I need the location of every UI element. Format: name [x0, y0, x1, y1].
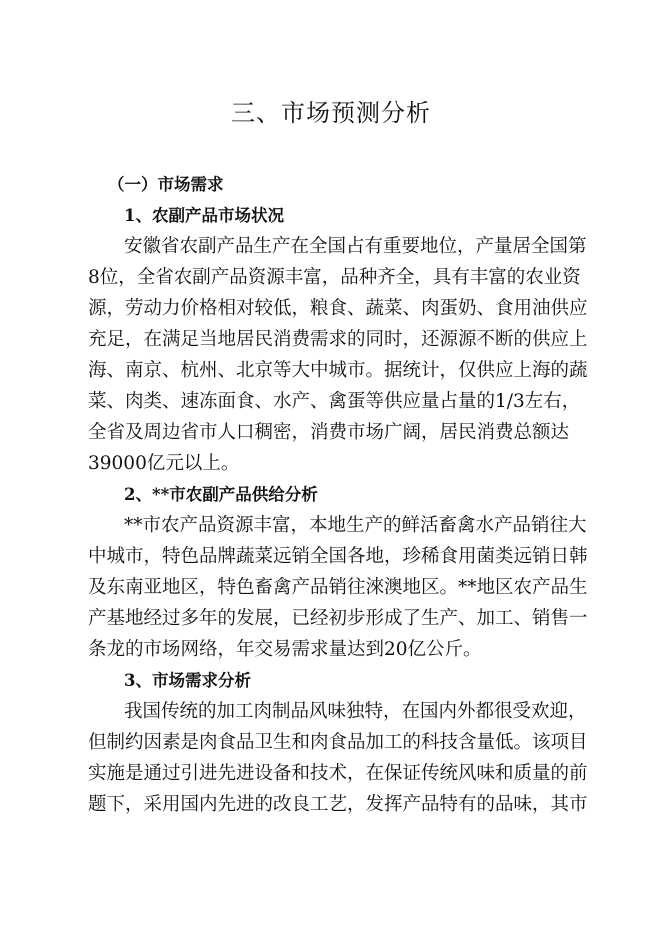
paragraph-line: 实施是通过引进先进设备和技术，在保证传统风味和质量的前	[88, 763, 588, 784]
subsection-heading-1: 1、农副产品市场状况	[124, 206, 284, 225]
paragraph-line: 39000亿元以上。	[88, 453, 240, 474]
paragraph-line: 安徽省农副产品生产在全国占有重要地位，产量居全国第	[124, 236, 587, 257]
paragraph-line: 充足，在满足当地居民消费需求的同时，还源源不断的供应上	[88, 329, 588, 350]
paragraph-line: **市农产品资源丰富，本地生产的鲜活畜禽水产品销往大	[124, 515, 587, 536]
subsection-heading-2: 2、**市农副产品供给分析	[124, 485, 318, 504]
paragraph-line: 全省及周边省市人口稠密，消费市场广阔，居民消费总额达	[88, 422, 570, 443]
paragraph-line: 8位，全省农副产品资源丰富，品种齐全，具有丰富的农业资	[88, 267, 581, 288]
section-heading: （一）市场需求	[108, 175, 224, 194]
paragraph-line: 源，劳动力价格相对较低，粮食、蔬菜、肉蛋奶、食用油供应	[88, 298, 588, 319]
paragraph-line: 产基地经过多年的发展，已经初步形成了生产、加工、销售一	[88, 608, 588, 629]
paragraph-line: 菜、肉类、速冻面食、水产、禽蛋等供应量占量的1/3左右，	[88, 391, 581, 412]
subsection-heading-3: 3、市场需求分析	[124, 671, 251, 690]
paragraph-line: 及东南亚地区，特色畜禽产品销往淶澳地区。**地区农产品生	[88, 577, 588, 598]
paragraph-line: 中城市，特色品牌蔬菜远销全国各地，珍稀食用菌类远销日韩	[88, 546, 588, 567]
paragraph-line: 但制约因素是肉食品卫生和肉食品加工的科技含量低。该项目	[88, 732, 588, 753]
paragraph-line: 条龙的市场网络，年交易需求量达到20亿公斤。	[88, 639, 482, 660]
paragraph-line: 题下，采用国内先进的改良工艺，发挥产品特有的品味，其市	[88, 794, 588, 815]
paragraph-line: 海、南京、杭州、北京等大中城市。据统计，仅供应上海的蔬	[88, 360, 588, 381]
paragraph-line: 我国传统的加工肉制品风味独特，在国内外都很受欢迎，	[124, 701, 587, 722]
page-title: 三、市场预测分析	[231, 99, 431, 127]
